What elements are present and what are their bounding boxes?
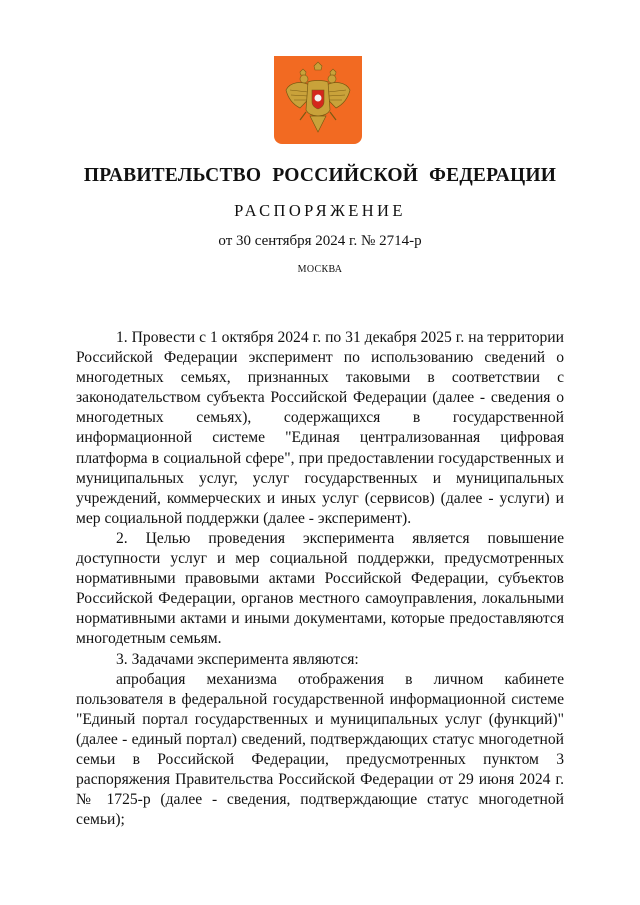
paragraph-3: 3. Задачами эксперимента являются: <box>116 650 359 668</box>
document-type: РАСПОРЯЖЕНИЕ <box>234 201 406 220</box>
document-date-number: от 30 сентября 2024 г. № 2714-р <box>218 233 422 249</box>
government-title: ПРАВИТЕЛЬСТВО РОССИЙСКОЙ ФЕДЕРАЦИИ <box>83 165 557 186</box>
russian-coat-of-arms-icon <box>274 56 362 144</box>
paragraph-2: 2. Целью проведения эксперимента является повышение доступности услуг и мер социальной поддержки, предусмотренных нормативными правовыми актами Российской Федерации, субъектов Российской Федерации, органов местного самоуправления, локальными нормативными актами и иными документами, которые предоставляются многодетным семьям. <box>76 529 564 648</box>
paragraph-4: апробация механизма отображения в личном кабинете пользователя в федеральной государственной информационной системе "Единый портал государственных и муниципальных услуг (функций)" (далее - единый портал) сведений, подтверждающих статус многодетной семьи в Российской Федерации, предусмотренных пунктом 3 распоряжения Правительства Российской Федерации от 29 июня 2024 г. № 1725-р (далее - сведения, подтверждающие статус многодетной семьи); <box>76 670 564 829</box>
document-body <box>76 328 564 830</box>
paragraph-1: 1. Провести с 1 октября 2024 г. по 31 декабря 2025 г. на территории Российской Федерации эксперимент по использованию сведений о многодетных семьях, признанных таковыми в соответствии с законодательством субъекта Российской Федерации (далее - сведения о многодетных семьях), содержащихся в государственной информационной системе "Единая централизованная цифровая платформа в социальной сфере", при предоставлении государственных и муниципальных услуг, услуг государственных и муниципальных учреждений, коммерческих и иных услуг (сервисов) (далее - услуги) и мер социальной поддержки (далее - эксперимент). <box>76 329 564 527</box>
double-headed-eagle-icon <box>278 60 358 140</box>
document-city: МОСКВА <box>297 264 343 275</box>
